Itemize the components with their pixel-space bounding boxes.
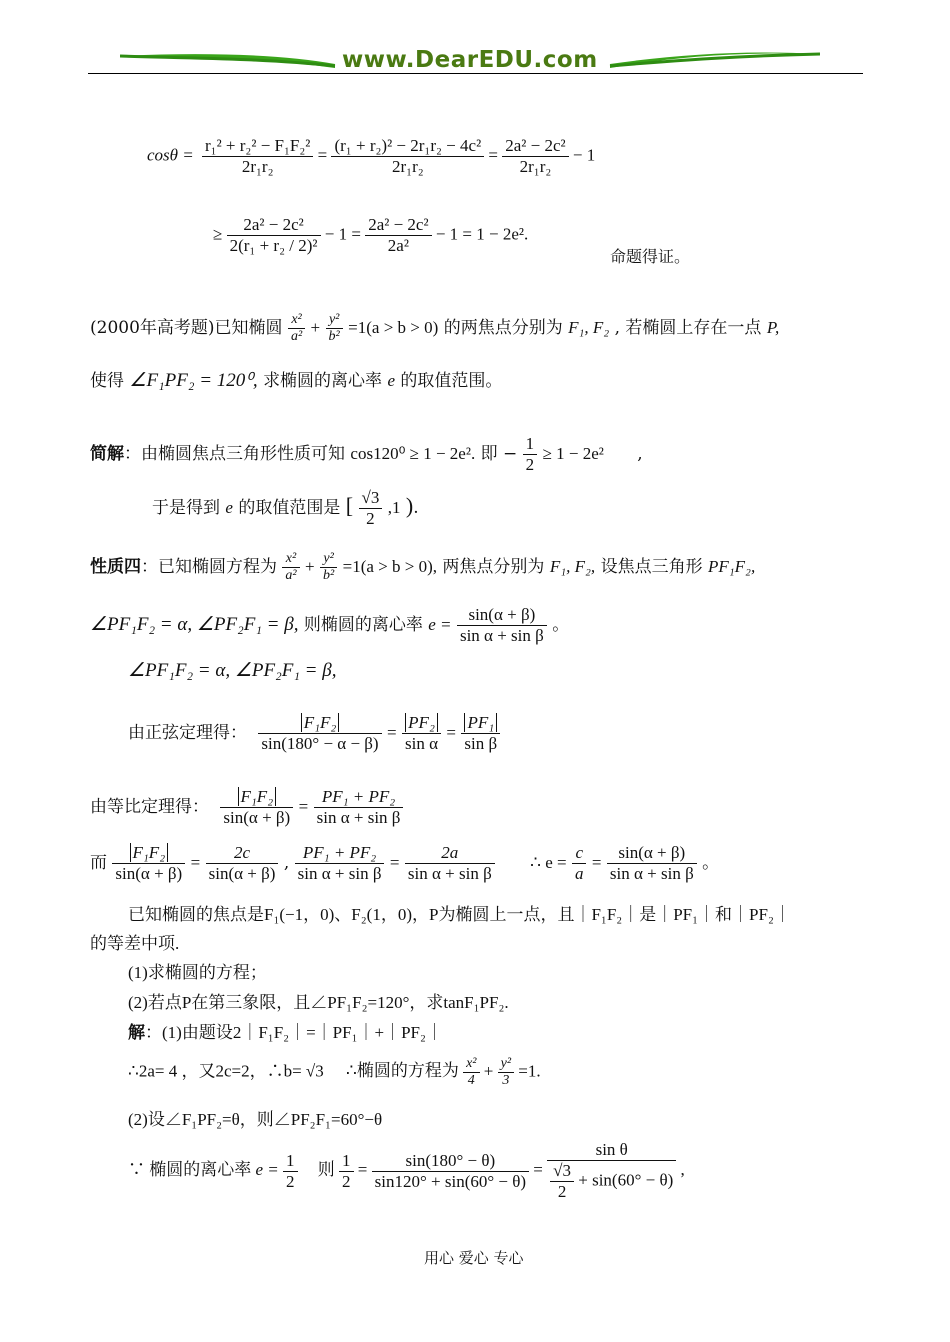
sol2-frac-x-den: 4 bbox=[467, 1073, 475, 1088]
problem-line-1 bbox=[90, 312, 779, 345]
sine-frac2-num: PF₂ bbox=[405, 713, 438, 732]
ratio-label: 由等比定理得： bbox=[90, 797, 209, 817]
problem-e: e bbox=[387, 371, 396, 390]
brief-ineq: cos120⁰ ≥ 1 − 2e². bbox=[350, 444, 476, 463]
sol4-two: 2 bbox=[557, 1182, 567, 1201]
prop4-frac-y bbox=[320, 551, 337, 584]
ratio-frac1-num: F₁F₂ bbox=[238, 787, 277, 806]
ratio-eq: = bbox=[298, 797, 309, 816]
prop4-frac-e-den: sin α + sin β bbox=[459, 626, 544, 645]
sol4-half bbox=[283, 1151, 298, 1192]
er-eq2: = bbox=[389, 853, 400, 872]
prop4-eccentricity bbox=[90, 843, 719, 884]
ratio-frac2 bbox=[314, 787, 404, 828]
sol1-text: ：(1)由题设2｜F₁F₂｜=｜PF₁｜+｜PF₂｜ bbox=[145, 1023, 443, 1042]
prop4-text-a: ：已知椭圆方程为 bbox=[141, 557, 277, 577]
prop4-frac-x-num: x² bbox=[282, 551, 299, 568]
er-frac1 bbox=[112, 843, 185, 884]
prop4-foci: F₁, F₂, bbox=[549, 557, 596, 576]
sol4-frac2-num: sin(180° − θ) bbox=[372, 1151, 529, 1172]
eq1-frac2-num: (r₁ + r₂)² − 2r₁r₂ − 4c² bbox=[331, 136, 484, 157]
sol-label: 解 bbox=[128, 1023, 145, 1042]
sol4-text-a: ∵ 椭圆的离心率 bbox=[128, 1159, 252, 1179]
prop4-frac-e-num: sin(α + β) bbox=[457, 605, 547, 626]
sol2-frac-y bbox=[498, 1056, 514, 1089]
eq1-lhs: cosθ = bbox=[147, 145, 194, 165]
er-frac3-num: PF₁ + PF₂ bbox=[295, 843, 385, 864]
sol4-half-den: 2 bbox=[286, 1171, 295, 1191]
problem-range: 的取值范围。 bbox=[400, 371, 503, 391]
prop4-frac-e bbox=[457, 605, 547, 646]
problem-frac-y-den: b² bbox=[328, 329, 340, 344]
er-label: 而 bbox=[90, 853, 107, 873]
prop4-frac-x-den: a² bbox=[285, 568, 297, 583]
er-frac3-den: sin α + sin β bbox=[297, 864, 382, 883]
er-frac2 bbox=[206, 843, 279, 884]
problem-frac-x-num: x² bbox=[288, 312, 305, 329]
er-frac5 bbox=[572, 843, 587, 884]
problem-intro: (2000年高考题)已知椭圆 bbox=[90, 318, 283, 338]
brief-range-text: 的取值范围是 bbox=[238, 498, 341, 518]
ratio-frac1 bbox=[220, 787, 293, 828]
example-sol4 bbox=[128, 1140, 685, 1202]
sol4-half-num: 1 bbox=[283, 1151, 298, 1172]
sine-label: 由正弦定理得： bbox=[128, 723, 247, 743]
brief-sqrt3: √3 bbox=[359, 488, 383, 509]
problem-foci: F₁, F₂ bbox=[568, 318, 610, 337]
prop4-line-1 bbox=[90, 551, 755, 584]
sol4-frac2 bbox=[372, 1151, 529, 1192]
prop4-frac-x bbox=[282, 551, 299, 584]
problem-point-p: P, bbox=[766, 318, 780, 337]
brief-label: 简解 bbox=[90, 444, 124, 464]
example-q2: (2)若点P在第三象限，且∠PF₁F₂=120°，求tanF₁PF₂. bbox=[128, 993, 509, 1012]
prop4-line-3: ∠PF₁F₂ = α, ∠PF₂F₁ = β, bbox=[128, 660, 337, 681]
brief-two: 2 bbox=[366, 509, 375, 528]
eq1-frac1-num: r₁² + r₂² − F₁F₂² bbox=[202, 136, 313, 157]
ratio-frac2-num: PF₁ + PF₂ bbox=[314, 787, 404, 808]
sol4-frac3 bbox=[547, 1140, 676, 1202]
er-frac4 bbox=[405, 843, 495, 884]
eq2-frac2-den: 2a² bbox=[387, 236, 409, 255]
sol2-text-c: ∴椭圆的方程为 bbox=[346, 1061, 459, 1081]
eq2-frac1 bbox=[227, 215, 321, 256]
sol4-sqrt3: √3 bbox=[550, 1161, 574, 1182]
problem-frac-x bbox=[288, 312, 305, 345]
prop4-ratio bbox=[90, 787, 403, 828]
eq2-frac2-num: 2a² − 2c² bbox=[365, 215, 431, 236]
eq2-tail: − 1 = 1 − 2e². bbox=[435, 224, 529, 244]
eq1-frac3 bbox=[502, 136, 568, 177]
sol4-eq1: = bbox=[357, 1159, 368, 1179]
eq1-frac1-den: 2r₁r₂ bbox=[241, 157, 274, 176]
brief-line-1 bbox=[90, 434, 643, 475]
example-line-2: 的等差中项. bbox=[90, 934, 180, 953]
brief-ji: 即 − bbox=[480, 444, 518, 464]
page-footer: 用心 爱心 专心 bbox=[424, 1249, 524, 1267]
eq1-frac3-num: 2a² − 2c² bbox=[502, 136, 568, 157]
sine-frac3-den: sin β bbox=[464, 734, 498, 753]
er-eq1: = bbox=[190, 853, 201, 872]
eq2-frac2 bbox=[365, 215, 431, 256]
prop4-frac-y-den: b² bbox=[323, 568, 335, 583]
sol2-plus: + bbox=[483, 1061, 494, 1081]
prop4-label: 性质四 bbox=[90, 557, 141, 577]
sol4-frac2-den: sin120° + sin(60° − θ) bbox=[374, 1171, 527, 1191]
er-frac6 bbox=[607, 843, 697, 884]
brief-line-2 bbox=[152, 488, 419, 529]
problem-foci-text: 的两焦点分别为 bbox=[443, 318, 563, 338]
er-comma: , bbox=[283, 853, 290, 873]
er-end: 。 bbox=[702, 853, 720, 873]
problem-such-that: 使得 bbox=[90, 371, 124, 391]
er-frac6-num: sin(α + β) bbox=[607, 843, 697, 864]
er-therefore: ∴ e = bbox=[530, 853, 567, 872]
sine-frac1 bbox=[258, 713, 381, 754]
sol2-frac-x-num: x² bbox=[463, 1056, 479, 1073]
sol2-frac-y-den: 3 bbox=[502, 1073, 510, 1088]
er-frac5-den: a bbox=[574, 864, 584, 883]
ratio-frac2-den: sin α + sin β bbox=[316, 808, 401, 827]
problem-angle: ∠F₁PF₂ = 120⁰, bbox=[129, 370, 258, 391]
prop4-triangle: PF₁F₂, bbox=[707, 557, 756, 576]
er-frac4-num: 2a bbox=[405, 843, 495, 864]
er-frac6-den: sin α + sin β bbox=[609, 864, 694, 883]
eq1-frac1 bbox=[202, 136, 313, 177]
prop4-then: 则椭圆的离心率 bbox=[303, 615, 423, 635]
sol4-end: , bbox=[680, 1159, 685, 1179]
equation-cos-theta bbox=[147, 136, 595, 177]
problem-frac-x-den: a² bbox=[290, 329, 303, 344]
problem-frac-y-num: y² bbox=[326, 312, 343, 329]
problem-plus: + bbox=[310, 318, 321, 337]
equation-inequality bbox=[213, 215, 528, 256]
sol4-frac1 bbox=[339, 1151, 354, 1192]
eq1-frac2-den: 2r₁r₂ bbox=[391, 157, 424, 176]
eq1-tail: − 1 bbox=[572, 145, 596, 165]
problem-ask: 求椭圆的离心率 bbox=[263, 371, 383, 391]
brief-one: ,1 bbox=[387, 498, 401, 517]
ratio-frac1-den: sin(α + β) bbox=[223, 808, 291, 827]
sol4-frac1-den: 2 bbox=[342, 1171, 351, 1191]
sol4-e: e = bbox=[255, 1159, 279, 1179]
eq2-mid: − 1 = bbox=[324, 224, 361, 244]
brief-bracket-left: [ bbox=[345, 493, 354, 518]
example-line-1: 已知椭圆的焦点是F₁(−1，0)、F₂(1，0)，P为椭圆上一点，且｜F₁F₂｜是｜PF₁｜和｜PF₂｜ bbox=[128, 905, 791, 924]
logo-text[interactable]: www.DearEDU.com bbox=[342, 47, 598, 73]
eq2-frac1-num: 2a² − 2c² bbox=[227, 215, 321, 236]
sol2-text-a: ∴2a= 4 ，又2c=2，∴b= bbox=[128, 1061, 302, 1081]
sine-eq1: = bbox=[387, 723, 397, 742]
problem-frac-y bbox=[326, 312, 343, 345]
brief-text-a: ：由椭圆焦点三角形性质可知 bbox=[124, 444, 345, 464]
prop4-foci-text: 两焦点分别为 bbox=[442, 557, 545, 577]
brief-bracket-right: ) bbox=[405, 493, 414, 518]
problem-condition: =1(a > b > 0) bbox=[348, 318, 439, 337]
eq1-eq: = bbox=[317, 145, 328, 165]
er-frac4-den: sin α + sin β bbox=[407, 864, 492, 883]
eq2-frac1-den: 2(r₁ + r₂ / 2)² bbox=[229, 236, 318, 255]
problem-exists-text: , 若椭圆上存在一点 bbox=[614, 318, 762, 338]
eq2-ge: ≥ bbox=[213, 224, 223, 244]
prop4-plus: + bbox=[305, 557, 315, 576]
eq2-note: 命题得证。 bbox=[610, 247, 691, 266]
sine-frac2-den: sin α bbox=[405, 734, 439, 753]
example-sol2 bbox=[128, 1056, 541, 1089]
prop4-angles: ∠PF₁F₂ = α, ∠PF₂F₁ = β, bbox=[90, 614, 299, 635]
sol4-then: 则 bbox=[317, 1159, 335, 1179]
sol4-sin-term: + sin(60° − θ) bbox=[578, 1170, 674, 1190]
prop4-line-2 bbox=[90, 605, 569, 646]
eq1-frac2 bbox=[331, 136, 484, 177]
sol4-frac3-num: sin θ bbox=[547, 1140, 676, 1161]
prop4-frac-y-num: y² bbox=[320, 551, 337, 568]
sine-eq2: = bbox=[446, 723, 457, 742]
brief-e: e bbox=[225, 498, 233, 517]
brief-ineq2: ≥ 1 − 2e² bbox=[542, 444, 604, 463]
prop4-end: 。 bbox=[552, 615, 570, 635]
sine-frac1-num: F₁F₂ bbox=[301, 713, 340, 732]
brief-period: . bbox=[413, 498, 419, 518]
brief-comma: , bbox=[637, 444, 643, 464]
sine-frac1-den: sin(180° − α − β) bbox=[261, 734, 379, 753]
sine-frac3 bbox=[461, 713, 500, 754]
er-frac2-num: 2c bbox=[206, 843, 279, 864]
sol4-eq2: = bbox=[533, 1159, 543, 1179]
brief-half bbox=[523, 434, 538, 475]
er-frac5-num: c bbox=[572, 843, 587, 864]
er-frac1-den: sin(α + β) bbox=[115, 864, 183, 883]
sol2-frac-x bbox=[463, 1056, 479, 1089]
er-frac2-den: sin(α + β) bbox=[208, 864, 276, 883]
header-divider bbox=[88, 73, 863, 74]
eq1-eq2: = bbox=[488, 145, 499, 165]
sine-frac2 bbox=[402, 713, 441, 754]
sol4-frac3-den bbox=[547, 1161, 676, 1202]
sine-frac3-num: PF₁ bbox=[464, 713, 497, 732]
brief-conclude: 于是得到 bbox=[152, 498, 220, 518]
brief-half-den: 2 bbox=[525, 455, 535, 474]
example-sol1 bbox=[128, 1018, 443, 1043]
prop4-triangle-text: 设焦点三角形 bbox=[600, 557, 703, 577]
prop4-condition: =1(a > b > 0), bbox=[342, 557, 438, 576]
example-q1: (1)求椭圆的方程； bbox=[128, 963, 267, 982]
sol4-frac1-num: 1 bbox=[339, 1151, 354, 1172]
brief-half-num: 1 bbox=[523, 434, 538, 455]
sol2-sqrt3: √3 bbox=[305, 1061, 324, 1081]
problem-line-2 bbox=[90, 366, 502, 392]
er-frac3 bbox=[295, 843, 385, 884]
prop4-sine-law bbox=[128, 713, 500, 754]
sol4-sqrt3-half bbox=[550, 1161, 574, 1202]
brief-sqrt3-half bbox=[359, 488, 383, 529]
sol2-end: =1. bbox=[518, 1061, 541, 1081]
sol2-frac-y-num: y² bbox=[498, 1056, 514, 1073]
example-sol3: (2)设∠F₁PF₂=θ，则∠PF₂F₁=60°−θ bbox=[128, 1110, 383, 1129]
eq1-frac3-den: 2r₁r₂ bbox=[519, 157, 552, 176]
prop4-e-eq: e = bbox=[428, 615, 452, 634]
er-eq3: = bbox=[591, 853, 602, 872]
er-frac1-num: F₁F₂ bbox=[130, 843, 169, 862]
